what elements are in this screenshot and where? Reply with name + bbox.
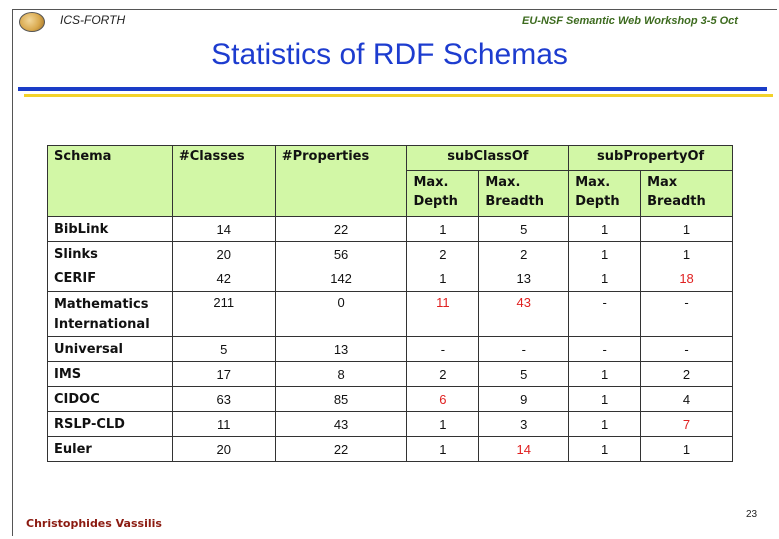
subproperty-max-breadth: 18	[641, 267, 733, 292]
schema-name: Universal	[48, 337, 173, 362]
subclass-max-breadth: 5	[479, 217, 569, 242]
subproperty-max-depth: 1	[569, 412, 641, 437]
classes-count: 63	[172, 387, 275, 412]
subproperty-max-depth: 1	[569, 387, 641, 412]
org-name: ICS-FORTH	[60, 13, 126, 27]
subclass-max-depth: 1	[407, 217, 479, 242]
subclass-max-breadth: 2	[479, 242, 569, 267]
header-subclassof: subClassOf	[407, 146, 569, 171]
properties-count: 8	[275, 362, 407, 387]
table-row	[48, 437, 733, 462]
table-row	[48, 362, 733, 387]
schema-name: CIDOC	[48, 387, 173, 412]
slide-title: Statistics of RDF Schemas	[211, 38, 568, 71]
subproperty-max-depth: -	[569, 292, 641, 337]
subproperty-max-depth: 1	[569, 362, 641, 387]
schema-name: Mathematics International	[48, 292, 173, 337]
subproperty-max-breadth: 1	[641, 437, 733, 462]
subproperty-max-breadth: 7	[641, 412, 733, 437]
subclass-max-depth: 2	[407, 362, 479, 387]
properties-count: 142	[275, 267, 407, 292]
classes-count: 211	[172, 292, 275, 337]
properties-count: 85	[275, 387, 407, 412]
classes-count: 5	[172, 337, 275, 362]
subproperty-max-breadth: -	[641, 292, 733, 337]
subclass-max-breadth: 13	[479, 267, 569, 292]
schema-name: IMS	[48, 362, 173, 387]
properties-count: 22	[275, 437, 407, 462]
subclass-max-breadth: 3	[479, 412, 569, 437]
subclass-max-depth: 11	[407, 292, 479, 337]
subclass-max-depth: 1	[407, 437, 479, 462]
classes-count: 17	[172, 362, 275, 387]
title-rule-yellow	[24, 94, 773, 97]
schema-name: Slinks	[48, 242, 173, 267]
classes-count: 11	[172, 412, 275, 437]
subproperty-max-breadth: -	[641, 337, 733, 362]
properties-count: 43	[275, 412, 407, 437]
header-classes: #Classes	[172, 146, 275, 217]
subclass-max-breadth: 43	[479, 292, 569, 337]
subclass-max-depth: 1	[407, 412, 479, 437]
classes-count: 20	[172, 437, 275, 462]
schema-name: Euler	[48, 437, 173, 462]
subclass-max-breadth: -	[479, 337, 569, 362]
header-subclass-max-depth: Max. Depth	[407, 171, 479, 217]
table-row	[48, 337, 733, 362]
subproperty-max-depth: -	[569, 337, 641, 362]
rdf-schema-stats-table	[47, 145, 733, 462]
subclass-max-depth: 2	[407, 242, 479, 267]
table-row	[48, 412, 733, 437]
classes-count: 20	[172, 242, 275, 267]
header-properties: #Properties	[275, 146, 407, 217]
author-name: Christophides Vassilis	[26, 517, 162, 530]
header-subclass-max-breadth: Max. Breadth	[479, 171, 569, 217]
subclass-max-depth: -	[407, 337, 479, 362]
properties-count: 0	[275, 292, 407, 337]
table-row	[48, 292, 733, 337]
table-row	[48, 217, 733, 242]
subproperty-max-depth: 1	[569, 267, 641, 292]
header-subproperty-max-depth: Max. Depth	[569, 171, 641, 217]
properties-count: 56	[275, 242, 407, 267]
subproperty-max-breadth: 4	[641, 387, 733, 412]
subproperty-max-breadth: 1	[641, 217, 733, 242]
subproperty-max-depth: 1	[569, 437, 641, 462]
subclass-max-breadth: 14	[479, 437, 569, 462]
header-schema: Schema	[48, 146, 173, 217]
table-row	[48, 267, 733, 292]
properties-count: 22	[275, 217, 407, 242]
header-subpropertyof: subPropertyOf	[569, 146, 733, 171]
subproperty-max-depth: 1	[569, 217, 641, 242]
subclass-max-depth: 1	[407, 267, 479, 292]
workshop-name: EU-NSF Semantic Web Workshop 3-5 Oct	[522, 15, 738, 27]
schema-name: CERIF	[48, 267, 173, 292]
classes-count: 14	[172, 217, 275, 242]
subclass-max-breadth: 5	[479, 362, 569, 387]
properties-count: 13	[275, 337, 407, 362]
subclass-max-breadth: 9	[479, 387, 569, 412]
ics-forth-logo-icon	[19, 12, 45, 32]
header-subproperty-max-breadth: Max Breadth	[641, 171, 733, 217]
subproperty-max-breadth: 1	[641, 242, 733, 267]
schema-name: RSLP-CLD	[48, 412, 173, 437]
schema-name: BibLink	[48, 217, 173, 242]
page-number: 23	[746, 509, 758, 520]
table-row	[48, 387, 733, 412]
classes-count: 42	[172, 267, 275, 292]
subproperty-max-breadth: 2	[641, 362, 733, 387]
subproperty-max-depth: 1	[569, 242, 641, 267]
subclass-max-depth: 6	[407, 387, 479, 412]
title-rule-blue	[18, 87, 767, 91]
table-row	[48, 242, 733, 267]
